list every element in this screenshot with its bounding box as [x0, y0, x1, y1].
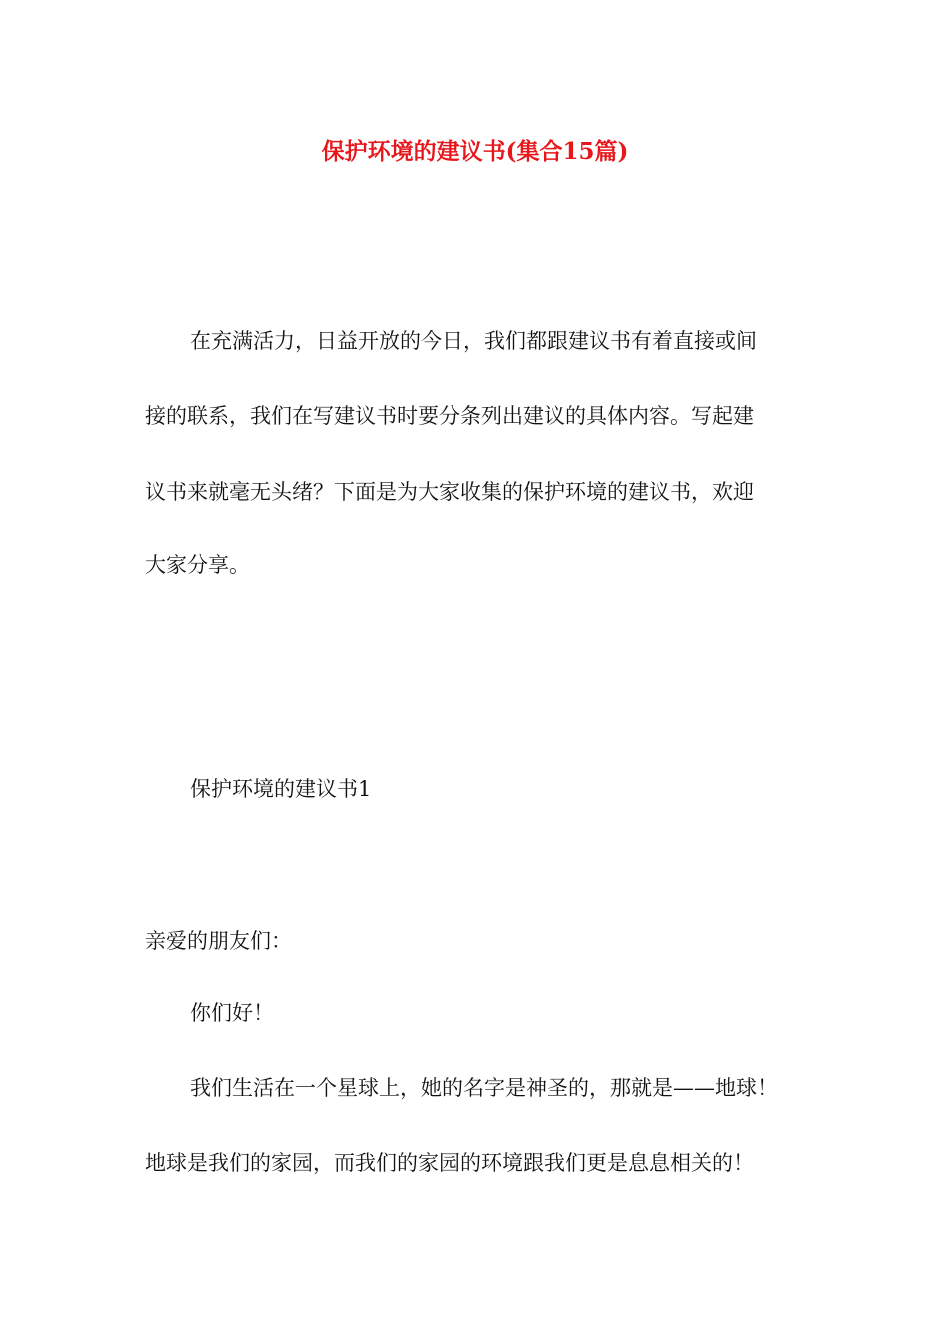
greeting: 你们好！ [190, 1001, 274, 1025]
document-title: 保护环境的建议书(集合15篇) [321, 138, 629, 165]
intro-line-4: 大家分享。 [145, 553, 250, 577]
section-heading: 保护环境的建议书1 [190, 777, 372, 801]
body-line-2: 地球是我们的家园，而我们的家园的环境跟我们更是息息相关的！ [145, 1151, 754, 1175]
intro-line-3: 议书来就毫无头绪？下面是为大家收集的保护环境的建议书，欢迎 [145, 480, 754, 504]
intro-line-1: 在充满活力，日益开放的今日，我们都跟建议书有着直接或间 [190, 329, 757, 353]
salutation: 亲爱的朋友们： [145, 929, 292, 953]
body-line-1: 我们生活在一个星球上，她的名字是神圣的，那就是——地球！ [190, 1076, 778, 1100]
intro-line-2: 接的联系，我们在写建议书时要分条列出建议的具体内容。写起建 [145, 404, 754, 428]
